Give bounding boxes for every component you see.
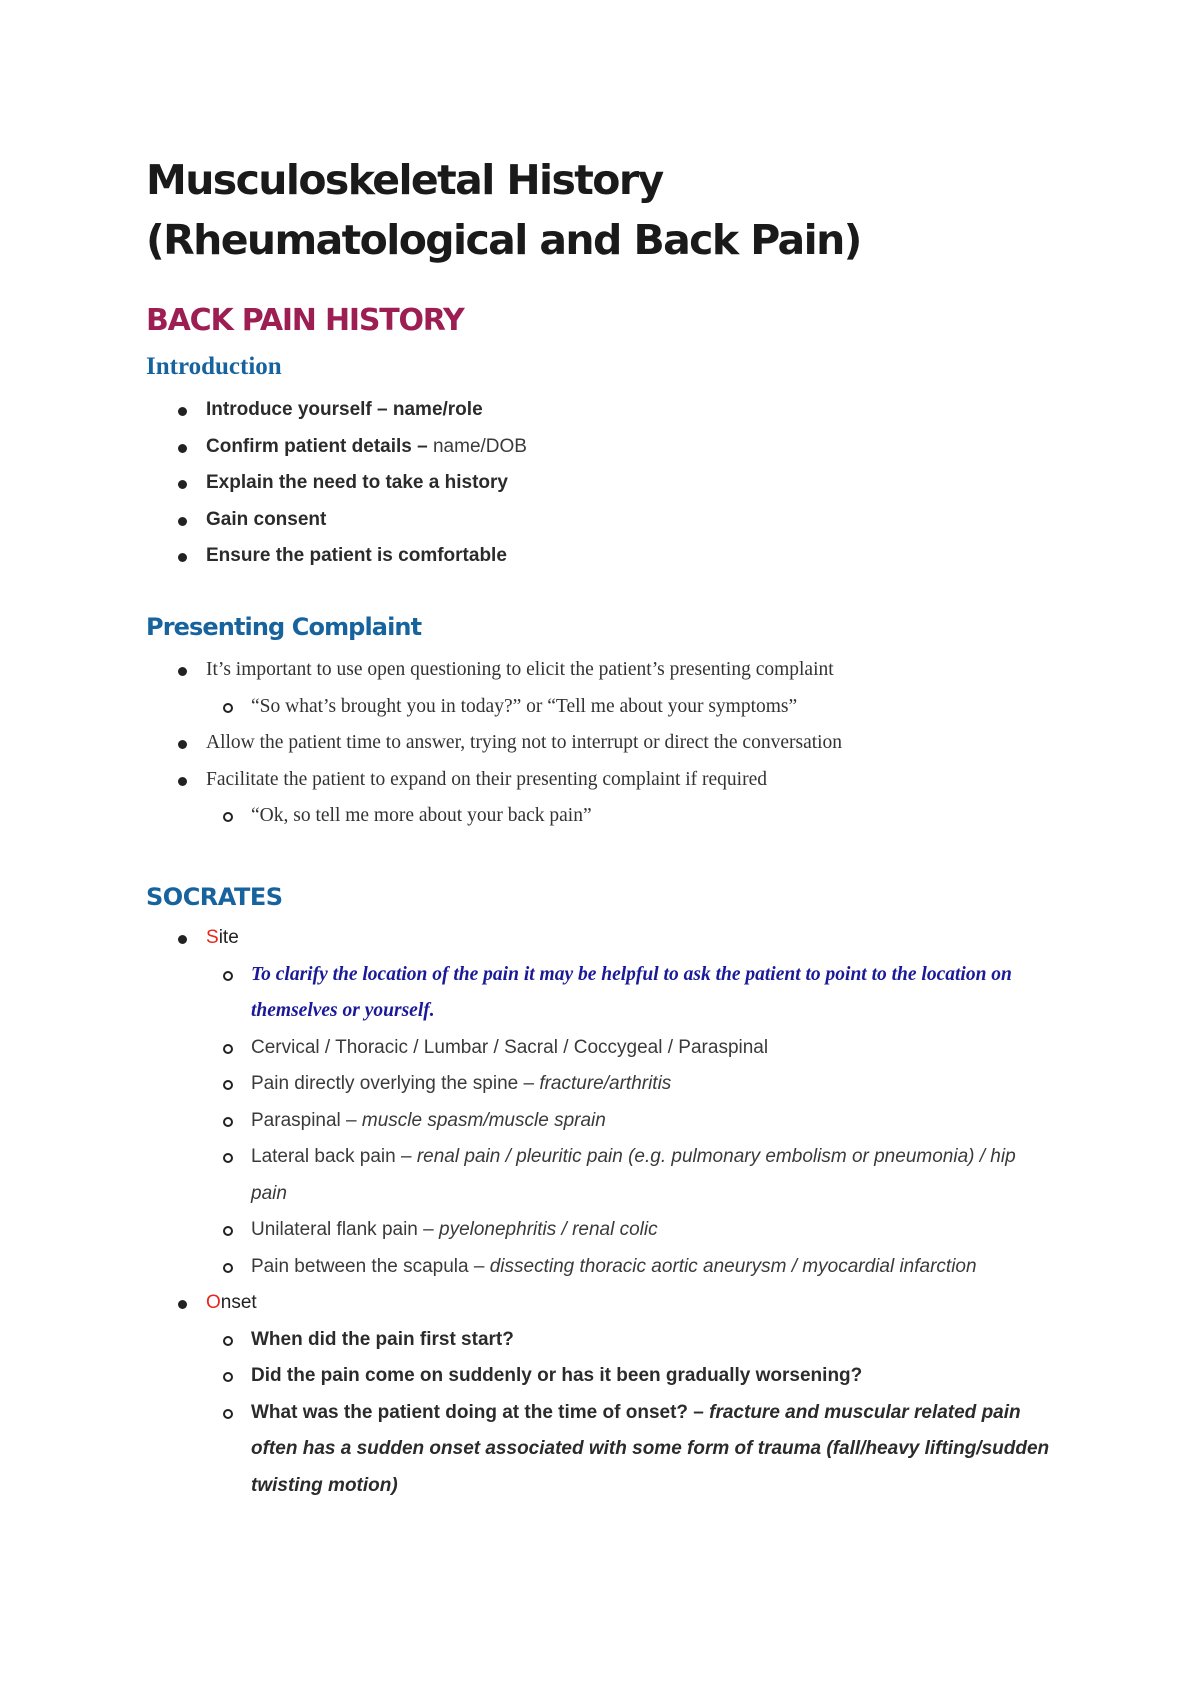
list-item: Pain between the scapula – dissecting thoracic aortic aneurysm / myocardial infarction	[0, 1249, 1200, 1286]
presenting-complaint-heading: Presenting Complaint	[146, 613, 422, 641]
circle-bullet-icon	[223, 1336, 233, 1346]
socrates-onset: Onset	[0, 1285, 1200, 1322]
title-line-1: Musculoskeletal History	[146, 156, 663, 204]
list-item: Allow the patient time to answer, trying not to interrupt or direct the conversation	[0, 725, 1200, 762]
list-item: Paraspinal – muscle spasm/muscle sprain	[0, 1103, 1200, 1140]
bullet-icon	[178, 667, 187, 676]
circle-bullet-icon	[223, 1226, 233, 1236]
list-item: Did the pain come on suddenly or has it been gradually worsening?	[0, 1358, 1200, 1395]
introduction-heading: Introduction	[146, 353, 282, 380]
bullet-icon	[178, 407, 187, 416]
page-title	[146, 150, 861, 270]
list-item: What was the patient doing at the time of onset? – fracture and muscular related pain often has a sudden onset associated with some form of trauma (fall/heavy lifting/sudden twisting motion)	[0, 1395, 1200, 1505]
list-item: “Ok, so tell me more about your back pain”	[0, 798, 1200, 835]
circle-bullet-icon	[223, 703, 233, 713]
bullet-icon	[178, 480, 187, 489]
list-item: Gain consent	[0, 502, 1200, 539]
title-line-2: (Rheumatological and Back Pain)	[146, 216, 861, 264]
bullet-icon	[178, 517, 187, 526]
circle-bullet-icon	[223, 1409, 233, 1419]
list-item: Pain directly overlying the spine – fracture/arthritis	[0, 1066, 1200, 1103]
list-item: Confirm patient details – name/DOB	[0, 429, 1200, 466]
socrates-site: Site	[0, 920, 1200, 957]
circle-bullet-icon	[223, 971, 233, 981]
bullet-icon	[178, 740, 187, 749]
circle-bullet-icon	[223, 1263, 233, 1273]
list-item: Ensure the patient is comfortable	[0, 538, 1200, 575]
circle-bullet-icon	[223, 1117, 233, 1127]
circle-bullet-icon	[223, 812, 233, 822]
list-item: When did the pain first start?	[0, 1322, 1200, 1359]
circle-bullet-icon	[223, 1372, 233, 1382]
list-item: Facilitate the patient to expand on their presenting complaint if required	[0, 762, 1200, 799]
socrates-list	[0, 920, 1200, 1504]
list-item: Lateral back pain – renal pain / pleuritic pain (e.g. pulmonary embolism or pneumonia) / hip pain	[0, 1139, 1200, 1212]
list-item: Explain the need to take a history	[0, 465, 1200, 502]
bullet-icon	[178, 777, 187, 786]
circle-bullet-icon	[223, 1153, 233, 1163]
bullet-icon	[178, 444, 187, 453]
introduction-list	[0, 392, 1200, 575]
site-clarify-note: To clarify the location of the pain it may be helpful to ask the patient to point to the location on themselves or yourself.	[0, 957, 1200, 1030]
circle-bullet-icon	[223, 1080, 233, 1090]
list-item: “So what’s brought you in today?” or “Tell me about your symptoms”	[0, 689, 1200, 726]
presenting-complaint-list	[0, 652, 1200, 835]
list-item: Cervical / Thoracic / Lumbar / Sacral / Coccygeal / Paraspinal	[0, 1030, 1200, 1067]
bullet-icon	[178, 1300, 187, 1309]
socrates-heading: SOCRATES	[146, 883, 283, 911]
bullet-icon	[178, 553, 187, 562]
list-item: Introduce yourself – name/role	[0, 392, 1200, 429]
list-item: Unilateral flank pain – pyelonephritis / renal colic	[0, 1212, 1200, 1249]
circle-bullet-icon	[223, 1044, 233, 1054]
bullet-icon	[178, 935, 187, 944]
list-item: It’s important to use open questioning to elicit the patient’s presenting complaint	[0, 652, 1200, 689]
back-pain-history-heading: BACK PAIN HISTORY	[146, 303, 464, 338]
